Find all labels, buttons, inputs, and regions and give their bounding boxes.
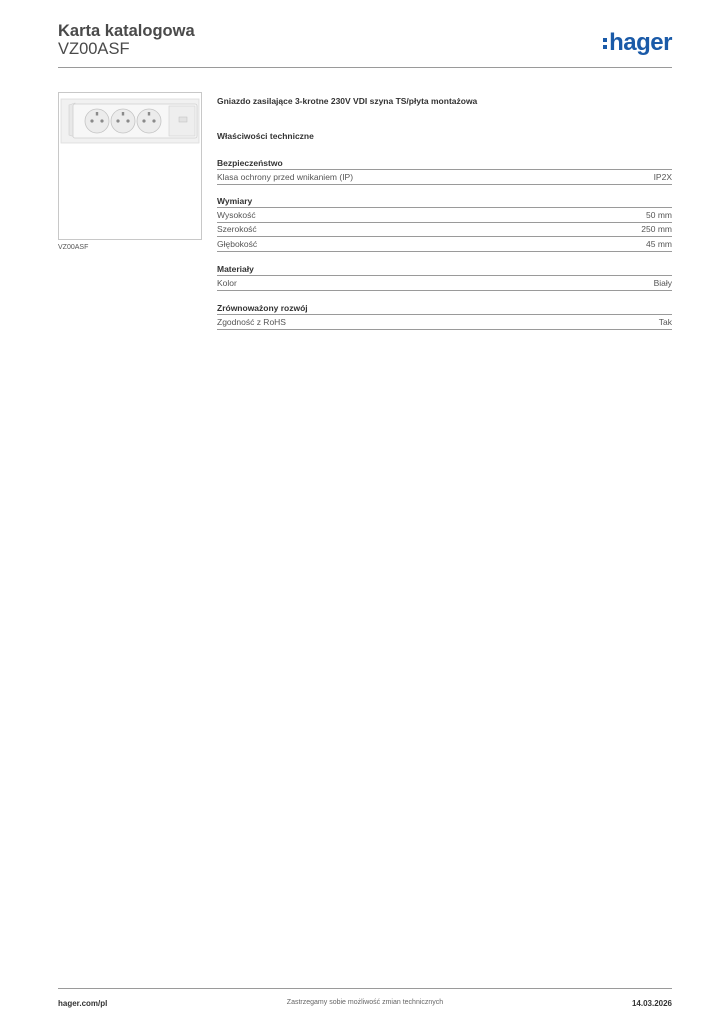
section-safety	[217, 156, 672, 185]
spec-label: Głębokość	[217, 238, 258, 249]
page-footer	[58, 988, 672, 1008]
section-title: Bezpieczeństwo	[217, 156, 672, 170]
spec-label: Klasa ochrony przed wnikaniem (IP)	[217, 171, 354, 182]
spec-value: 50 mm	[646, 209, 672, 220]
document-title: Karta katalogowa	[58, 22, 195, 40]
product-name: Gniazdo zasilające 3-krotne 230V VDI szyna TS/płyta montażowa	[217, 96, 478, 106]
page-header	[58, 20, 672, 68]
section-materials	[217, 262, 672, 291]
spec-value: 45 mm	[646, 238, 672, 249]
spec-label: Wysokość	[217, 209, 256, 220]
section-sustainability	[217, 301, 672, 330]
section-title: Wymiary	[217, 194, 672, 208]
section-title: Materiały	[217, 262, 672, 276]
logo-dots-icon	[603, 38, 607, 49]
tech-properties-heading: Właściwości techniczne	[217, 131, 314, 141]
spec-row	[217, 223, 672, 238]
spec-label: Kolor	[217, 277, 237, 288]
spec-row	[217, 276, 672, 291]
hager-logo[interactable]	[603, 28, 672, 58]
product-image	[58, 92, 202, 240]
spec-value: 250 mm	[641, 224, 672, 235]
footer-date: 14.03.2026	[631, 999, 672, 1008]
spec-label: Szerokość	[217, 224, 257, 235]
spec-value: Tak	[658, 316, 672, 327]
footer-disclaimer: Zastrzegamy sobie możliwość zmian technicznych	[286, 999, 444, 1006]
image-caption: VZ00ASF	[58, 244, 89, 251]
spec-label: Zgodność z RoHS	[217, 316, 286, 327]
spec-row	[217, 208, 672, 223]
spec-row	[217, 315, 672, 330]
product-code: VZ00ASF	[58, 40, 130, 58]
spec-row	[217, 170, 672, 185]
logo-wordmark: hager	[609, 29, 672, 56]
section-title: Zrównoważony rozwój	[217, 301, 672, 315]
spec-row	[217, 237, 672, 252]
footer-website-link[interactable]: hager.com/pl	[58, 999, 108, 1008]
power-socket-image	[59, 93, 201, 239]
spec-value: IP2X	[653, 171, 672, 182]
spec-value: Biały	[653, 277, 672, 288]
section-dimensions	[217, 194, 672, 252]
